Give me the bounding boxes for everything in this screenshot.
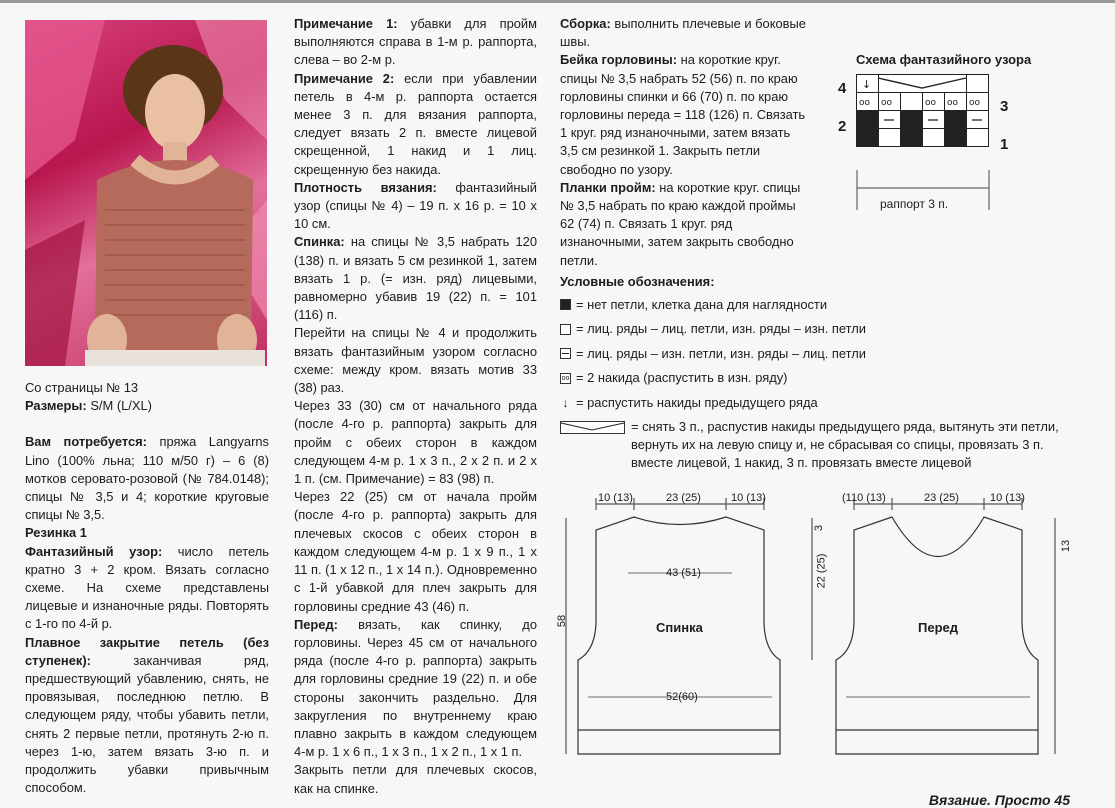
rib-title: Резинка 1 bbox=[25, 525, 87, 541]
double-loop-icon: oo bbox=[561, 374, 570, 382]
note1-text: убавки для пройм выполняются справа в 1-м р. раппорта, слева – во 2-м р. bbox=[294, 16, 537, 68]
legend-item-yarnover: oo = 2 накида (распустить в изн. ряду) bbox=[561, 370, 788, 385]
smooth-label: Плавное закрытие петель (без ступенек): bbox=[25, 634, 269, 668]
note2-label: Примечание 2: bbox=[294, 70, 395, 86]
smooth-text: заканчивая ряд, предшествующий убавлению, снять, не провязывая, последнюю петлю. В следующем ряду, чтобы убавить петли, снять 2 первые петли, протянуть 2-ю п. через 1-ю, затем вязать 3-ю п. и продолжить убавки привычным способом. bbox=[25, 652, 269, 796]
fancy-text: число петель кратно 3 + 2 кром. Вязать согласно схеме. На схеме представлены лицевые и изнаночные ряды. Повторять с 1-го по 4-й р. bbox=[25, 543, 269, 632]
svg-text:oo: oo bbox=[969, 98, 981, 108]
armhole-text: Через 33 (30) см от начального ряда (после 4-го р. раппорта) закрыть для пройм с обеих сторон в каждом следующем 4-м р. 1 х 3 п., 2 х 2 п. и 2 х 1 п. (см. Примечание) = 83 (98) п. bbox=[294, 398, 537, 487]
shoulder-text: Через 22 (25) см от начала пройм (после 4-го р. раппорта) закрыть для плечевых скосов с обеих сторон в каждом следующем 4-м р. 1 х 9 п., 1 х 11 п. (1 х 12 п., 1 х 14 п.). Одновременно с 1-й убавкой для плеч закрыть для горловины средние 43 (46) п. bbox=[294, 489, 537, 614]
page-footer: Вязание. Просто 45 bbox=[928, 792, 1070, 808]
cluster-stitch-icon bbox=[560, 421, 626, 440]
note2-text: если при убавлении петель в 4-м р. раппорта остается менее 3 п. для вязания раппорта, следует вязать 2 п. вместе лицевой скрещенной, 1 накид и 1 лиц. скрещенную без накида. bbox=[294, 70, 537, 177]
row-label-4: 4 bbox=[838, 80, 847, 97]
front-top-left: (110 (13) bbox=[842, 492, 886, 504]
front-neck: 13 bbox=[1060, 539, 1073, 553]
back-chest: 43 (51) bbox=[666, 567, 701, 579]
svg-text:oo: oo bbox=[947, 98, 959, 108]
row-label-1: 1 bbox=[1000, 136, 1009, 153]
close-text: Закрыть петли для плечевых скосов, как на спинке. bbox=[294, 762, 537, 796]
density-text: фантазийный узор (спицы № 4) – 19 п. х 16 р. = 10 х 10 см. bbox=[294, 179, 537, 232]
legend-item-purl: = лиц. ряды – изн. петли, изн. ряды – лиц. петли bbox=[560, 342, 1080, 367]
pattern-chart bbox=[856, 74, 992, 154]
back-top-right: 10 (13) bbox=[731, 492, 766, 504]
back-name: Спинка bbox=[656, 620, 703, 635]
top-rule bbox=[0, 0, 1115, 3]
dash-square-icon bbox=[560, 348, 571, 359]
back-shoulder: 3 bbox=[813, 524, 826, 532]
column-1 bbox=[25, 379, 269, 797]
legend-title: Условные обозначения: bbox=[560, 274, 715, 289]
row-label-2: 2 bbox=[838, 118, 847, 135]
svg-text:oo: oo bbox=[881, 98, 893, 108]
back-top-left: 10 (13) bbox=[598, 492, 633, 504]
empty-square-icon bbox=[560, 324, 571, 335]
assembly-text: выполнить плечевые и боковые швы. bbox=[560, 16, 806, 50]
density-label: Плотность вязания: bbox=[294, 179, 437, 195]
front-top-right: 10 (13) bbox=[990, 492, 1025, 504]
needs-text: пряжа Langyarns Lino (100% льна; 110 м/50 г) – 6 (8) мотков серовато-розовой (№ 784.0148); спицы № 3,5 и 4; короткие круговые спицы № 3,5. bbox=[25, 434, 269, 523]
sizes-label: Размеры: bbox=[25, 398, 87, 414]
back-height: 58 bbox=[556, 614, 569, 628]
front-top-mid: 23 (25) bbox=[924, 492, 959, 504]
fancy-label: Фантазийный узор: bbox=[25, 543, 163, 559]
arm-label: Планки пройм: bbox=[560, 179, 656, 195]
column-2 bbox=[294, 15, 537, 798]
back-piece-outline bbox=[578, 517, 780, 754]
neck-label: Бейка горловины: bbox=[560, 52, 678, 68]
from-page: Со страницы № 13 bbox=[25, 380, 139, 395]
chart-title: Схема фантазийного узора bbox=[856, 52, 1032, 67]
svg-text:oo: oo bbox=[859, 98, 871, 108]
black-square-icon bbox=[560, 299, 571, 310]
front-text: вязать, как спинку, до горловины. Через 45 см от начального ряда (после 4-го р. раппорта) закрыть для горловины средние 19 (22) п. и обе стороны закончить раздельно. Для закругления по внутреннему краю плавно закрыть в каждом следующем 4-м р. 1 х 6 п., 1 х 3 п., 1 х 2 п., 1 х 1 п. bbox=[294, 616, 537, 760]
back-label: Спинка: bbox=[294, 234, 345, 250]
repeat-label: раппорт 3 п. bbox=[880, 197, 949, 211]
model-photo bbox=[25, 20, 267, 366]
needs-label: Вам потребуется: bbox=[25, 434, 147, 450]
legend bbox=[560, 270, 1080, 473]
down-arrow-icon: ↓ bbox=[562, 395, 569, 410]
back-armhole: 22 (25) bbox=[815, 553, 828, 589]
legend-item-no-stitch: = нет петли, клетка дана для наглядности bbox=[560, 293, 1080, 318]
back-text: на спицы № 3,5 набрать 120 (138) п. и вязать 5 см резинкой 1, затем вязать 1 р. (= изн. ряд) лицевыми, равномерно убавив 19 (22) п. = 101 (116) п. bbox=[294, 234, 537, 323]
legend-item-cluster: = снять 3 п., распустив накиды предыдущего ряда, вытянуть эти петли, вернуть их на левую спицу и, не сбрасывая со спицы, провязать 3 п. вместе лицевой, 1 накид, 3 п. провязать вместе лицевой bbox=[560, 418, 1080, 473]
arm-text: на короткие круг. спицы № 3,5 набрать по краю каждой проймы 62 (74) п. Связать 1 круг. ряд изнаночными, затем закрыть свободно петли. bbox=[560, 179, 801, 268]
row-label-3: 3 bbox=[1000, 98, 1009, 115]
neck-text: на короткие круг. спицы № 3,5 набрать 52 (56) п. по краю горловины спинки и 66 (70) п. по краю горловины переда = 118 (126) п. Связать 1 круг. ряд изнаночными, затем вязать 3,5 см резинкой 1. Закрыть петли свободно по узору. bbox=[560, 52, 806, 177]
back-top-mid: 23 (25) bbox=[666, 492, 701, 504]
svg-text:oo: oo bbox=[925, 98, 937, 108]
column-3 bbox=[560, 15, 806, 270]
back-bottom: 52(60) bbox=[666, 691, 698, 703]
svg-text:↓: ↓ bbox=[862, 78, 872, 91]
front-label: Перед: bbox=[294, 616, 338, 632]
legend-item-drop: ↓ = распустить накиды предыдущего ряда bbox=[560, 391, 1080, 416]
front-name: Перед bbox=[918, 620, 958, 635]
legend-item-knit: = лиц. ряды – лиц. петли, изн. ряды – изн. петли bbox=[560, 317, 1080, 342]
front-piece-outline bbox=[836, 517, 1038, 754]
sizes-value: S/M (L/XL) bbox=[90, 398, 152, 414]
note1-label: Примечание 1: bbox=[294, 16, 398, 31]
switch-text: Перейти на спицы № 4 и продолжить вязать фантазийным узором согласно схеме: между кром. вязать мотив 33 (38) раз. bbox=[294, 325, 537, 396]
assembly-label: Сборка: bbox=[560, 16, 611, 31]
